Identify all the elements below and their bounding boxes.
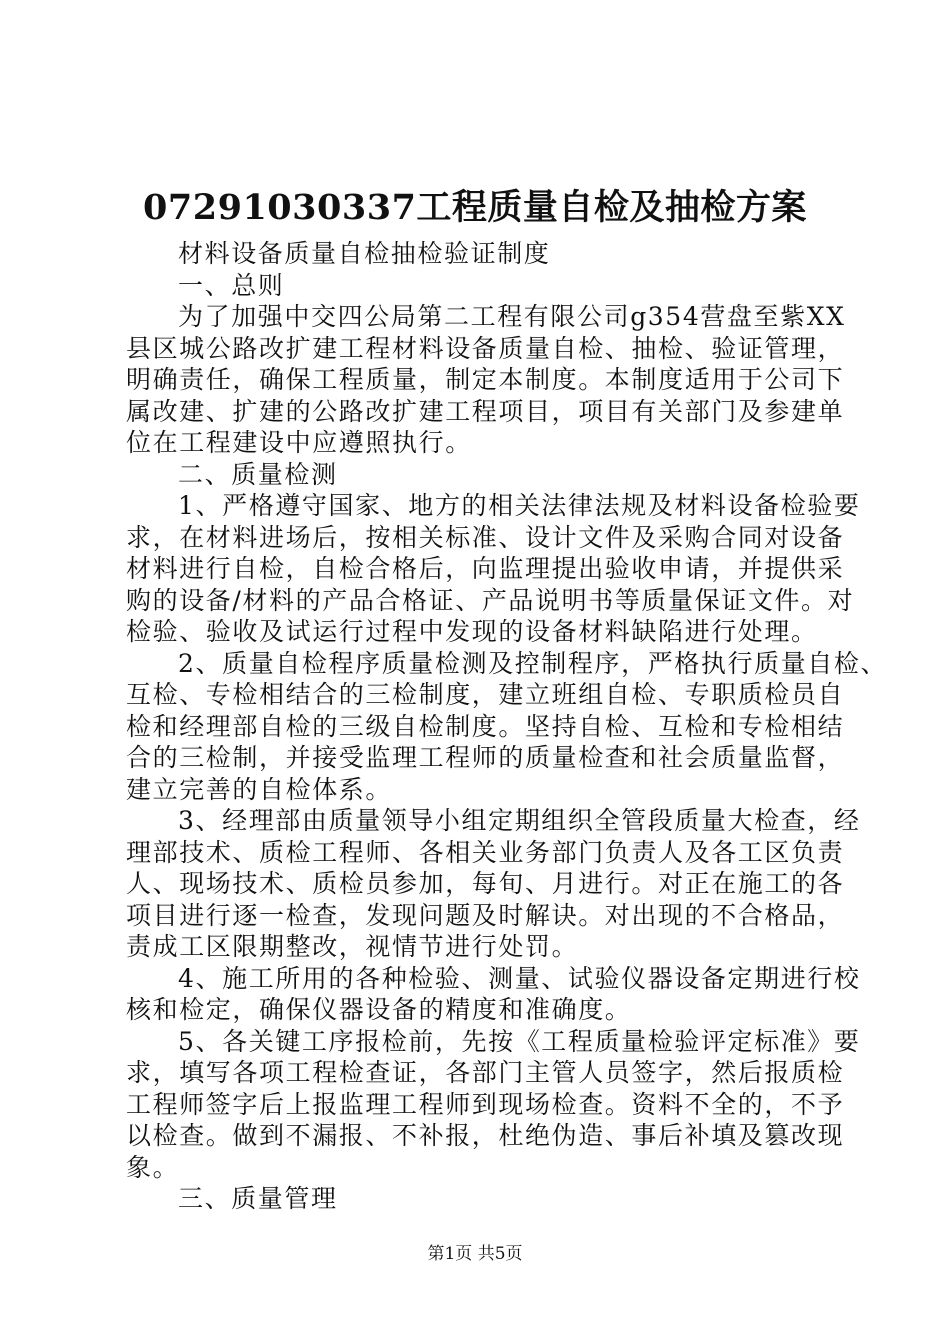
document-line: 求，在材料进场后，按相关标准、设计文件及采购合同对设备	[126, 522, 845, 552]
document-line: 检和经理部自检的三级自检制度。坚持自检、互检和专检相结	[126, 711, 845, 741]
document-line: 人、现场技术、质检员参加，每旬、月进行。对正在施工的各	[126, 869, 845, 898]
document-line: 求，填写各项工程检查证，各部门主管人员签字，然后报质检	[126, 1058, 845, 1087]
document-line: 合的三检制，并接受监理工程师的质量检查和社会质量监督，	[126, 743, 845, 772]
document-line: 属改建、扩建的公路改扩建工程项目，项目有关部门及参建单	[126, 396, 845, 426]
document-line: 材料设备质量自检抽检验证制度	[178, 239, 551, 268]
document-title: 07291030337工程质量自检及抽检方案	[143, 187, 807, 228]
document-line: 三、质量管理	[178, 1184, 338, 1213]
document-line: 检验、验收及试运行过程中发现的设备材料缺陷进行处理。	[126, 617, 818, 646]
document-line: 县区城公路改扩建工程材料设备质量自检、抽检、验证管理，	[126, 333, 845, 363]
document-body	[126, 238, 888, 1215]
document-line: 2、质量自检程序质量检测及控制程序，严格执行质量自检、	[178, 648, 888, 678]
document-line: 4、施工所用的各种检验、测量、试验仪器设备定期进行校	[178, 963, 861, 993]
document-line: 项目进行逐一检查，发现问题及时解诀。对出现的不合格品，	[126, 900, 845, 930]
document-line: 为了加强中交四公局第二工程有限公司g354营盘至紫XX	[178, 302, 846, 331]
document-line: 工程师签字后上报监理工程师到现场检查。资料不全的，不予	[126, 1089, 845, 1119]
document-line: 以检查。做到不漏报、不补报，杜绝伪造、事后补填及篡改现	[126, 1121, 845, 1150]
page-footer: 第1页 共5页	[427, 1244, 523, 1264]
document-line: 材料进行自检，自检合格后，向监理提出验收申请，并提供采	[126, 554, 845, 583]
document-line: 3、经理部由质量领导小组定期组织全管段质量大检查，经	[178, 806, 861, 835]
document-line: 5、各关键工序报检前，先按《工程质量检验评定标准》要	[178, 1026, 861, 1056]
document-line: 互检、专检相结合的三检制度，建立班组自检、专职质检员自	[126, 680, 845, 709]
document-line: 核和检定，确保仪器设备的精度和准确度。	[126, 995, 632, 1024]
document-line: 1、严格遵守国家、地方的相关法律法规及材料设备检验要	[178, 491, 861, 520]
document-line: 位在工程建设中应遵照执行。	[126, 428, 472, 457]
document-line: 二、质量检测	[178, 459, 338, 489]
document-line: 建立完善的自检体系。	[126, 774, 393, 804]
document-line: 购的设备/材料的产品合格证、产品说明书等质量保证文件。对	[126, 585, 855, 615]
document-line: 象。	[126, 1152, 180, 1182]
document-line: 一、总则	[178, 270, 285, 300]
document-line: 理部技术、质检工程师、各相关业务部门负责人及各工区负责	[126, 837, 845, 867]
document-line: 责成工区限期整改，视情节进行处罚。	[126, 932, 579, 961]
document-line: 明确责任，确保工程质量，制定本制度。本制度适用于公司下	[126, 365, 845, 394]
